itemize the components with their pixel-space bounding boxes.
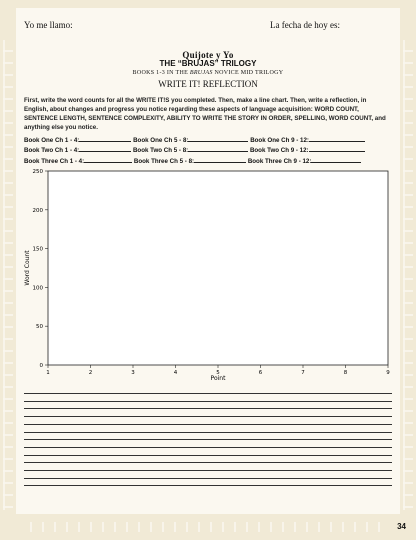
chart-svg [20, 165, 396, 385]
plot-area [48, 171, 388, 365]
writing-line [24, 408, 392, 409]
word-count-label: Book Three Ch 5 - 8: [133, 157, 195, 165]
activity-title: WRITE IT! REFLECTION [158, 79, 258, 89]
x-tick-label: 2 [88, 370, 93, 376]
page-number: 34 [397, 522, 406, 531]
reflection-writing-lines[interactable] [24, 393, 392, 493]
writing-line [24, 455, 392, 456]
y-axis-ticks [33, 169, 49, 369]
writing-line [24, 393, 392, 394]
x-tick-label: 6 [258, 370, 263, 376]
date-label: La fecha de hoy es: [270, 20, 340, 30]
y-tick-label: 200 [32, 207, 43, 214]
x-tick-label: 7 [301, 370, 305, 376]
greek-key-pattern-right [403, 40, 413, 510]
writing-line [24, 462, 392, 463]
writing-line [24, 432, 392, 433]
word-count-label: Book Two Ch 5 - 8: [132, 147, 189, 155]
word-count-row [24, 135, 392, 145]
word-count-blank[interactable] [309, 135, 365, 142]
word-count-label: Book Two Ch 9 - 12: [249, 147, 309, 155]
word-count-blank[interactable] [79, 145, 131, 152]
word-count-blank[interactable] [194, 156, 246, 163]
greek-key-pattern-bottom [30, 522, 386, 532]
writing-line [24, 401, 392, 402]
x-tick-label: 4 [173, 370, 178, 376]
word-count-blank[interactable] [188, 135, 248, 142]
word-count-label: Book Three Ch 1 - 4: [24, 157, 85, 165]
y-tick-label: 150 [32, 246, 43, 253]
word-count-label: Book Three Ch 9 - 12: [247, 157, 312, 165]
word-count-blank[interactable] [309, 145, 365, 152]
x-tick-label: 5 [216, 370, 220, 376]
writing-line [24, 470, 392, 471]
x-tick-label: 3 [131, 370, 135, 376]
trilogy-title: THE “BRUJAS” TRILOGY [159, 59, 257, 68]
writing-line [24, 447, 392, 448]
y-tick-label: 250 [32, 169, 43, 175]
books-italic: BRUJAS [189, 70, 213, 76]
word-count-blank[interactable] [311, 156, 361, 163]
word-count-label: Book One Ch 9 - 12: [250, 137, 309, 144]
x-tick-label: 9 [386, 370, 390, 376]
writing-line [24, 424, 392, 425]
instructions-text: First, write the word counts for all the WRITE IT!S you completed. Then, make a line chart. Then, write a reflection, in English, about changes and progress you notice regarding these aspects of language acquisition: WORD COUNT, SENTENCE LENGTH, SENTENCE COMPLEXITY, ABILITY TO WRITE THE STORY IN ORDER, SPELLING, WORD COUNT, and anything else you notice. [24, 97, 386, 131]
word-count-blank[interactable] [84, 156, 132, 163]
y-tick-label: 100 [32, 285, 43, 292]
writing-line [24, 478, 392, 479]
x-tick-label: 8 [343, 370, 348, 376]
writing-line [24, 439, 392, 440]
word-count-row [24, 145, 392, 155]
name-label: Yo me llamo: [24, 20, 73, 30]
x-axis-label: Point [210, 375, 226, 382]
writing-line [24, 416, 392, 417]
writing-line [24, 485, 392, 486]
y-tick-label: 50 [36, 324, 43, 331]
word-count-label: Book One Ch 5 - 8: [133, 137, 189, 144]
word-count-label: Book One Ch 1 - 4: [24, 137, 80, 144]
word-count-label: Book Two Ch 1 - 4: [24, 147, 80, 155]
books-prefix: BOOKS 1-3 IN THE [132, 70, 190, 76]
word-count-line-chart [20, 165, 396, 385]
y-tick-label: 0 [39, 363, 43, 369]
series-title: Quijote y Yo [182, 50, 234, 60]
y-axis-label: Word Count [24, 250, 31, 286]
books-subtitle [0, 70, 416, 76]
word-count-blank[interactable] [79, 135, 131, 142]
x-tick-label: 1 [46, 370, 50, 376]
word-count-blank[interactable] [188, 145, 248, 152]
word-count-grid [24, 135, 392, 166]
books-suffix: NOVICE MID TRILOGY [212, 70, 284, 76]
greek-key-pattern-left [3, 40, 13, 510]
